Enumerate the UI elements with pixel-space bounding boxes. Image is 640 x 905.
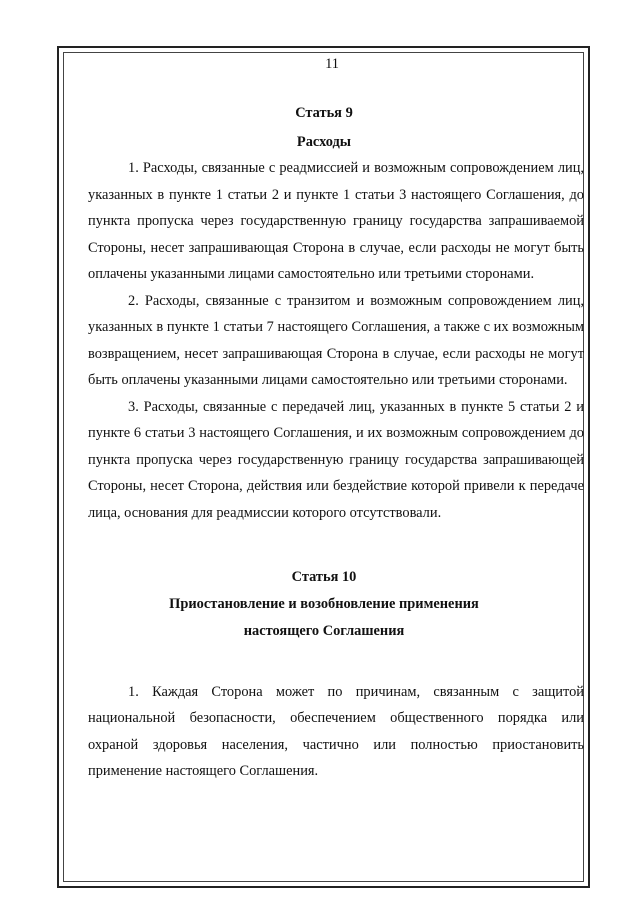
article-9-number: Статья 9 xyxy=(295,105,353,121)
article-10 xyxy=(88,564,584,785)
article-9-paragraph-2: 2. Расходы, связанные с транзитом и возможным сопровождением лиц, указанных в пункте 1 статьи 7 настоящего Соглашения, а также с их возможным возвращением, несет запрашивающая Сторона в случае, если расходы не могут быть оплачены указанными лицами самостоятельно или третьими сторонами. xyxy=(88,292,584,388)
article-10-title-line-2: настоящего Соглашения xyxy=(243,622,405,639)
article-9 xyxy=(88,100,584,526)
article-10-title-line-1: Приостановление и возобновление применения xyxy=(169,595,479,612)
page-number: 11 xyxy=(325,56,339,72)
article-9-paragraph-3: 3. Расходы, связанные с передачей лиц, указанных в пункте 5 статьи 2 и пункте 6 статьи 3 настоящего Соглашения, и их возможным сопровождением до пункта пропуска через государственную границу государства запрашивающей Стороны, несет Сторона, действия или бездействие которой привели к передаче лица, основания для реадмиссии которого отсутствовали. xyxy=(88,398,584,521)
article-9-paragraph-1: 1. Расходы, связанные с реадмиссией и возможным сопровождением лиц, указанных в пункте 1 статьи 2 и пункте 1 статьи 3 настоящего Соглашения, до пункта пропуска через государственную границу государства запрашиваемой Стороны, несет запрашивающая Сторона в случае, если расходы не могут быть оплачены указанными лицами самостоятельно или третьими сторонами. xyxy=(88,160,584,282)
article-10-number: Статья 10 xyxy=(291,569,357,585)
article-10-paragraph-1: 1. Каждая Сторона может по причинам, связанным с защитой национальной безопасности, обеспечением общественного порядка или охраной здоровья населения, частично или полностью приостановить применение настоящего Соглашения. xyxy=(88,683,584,779)
article-9-title: Расходы xyxy=(296,133,352,150)
document-page xyxy=(88,56,584,785)
